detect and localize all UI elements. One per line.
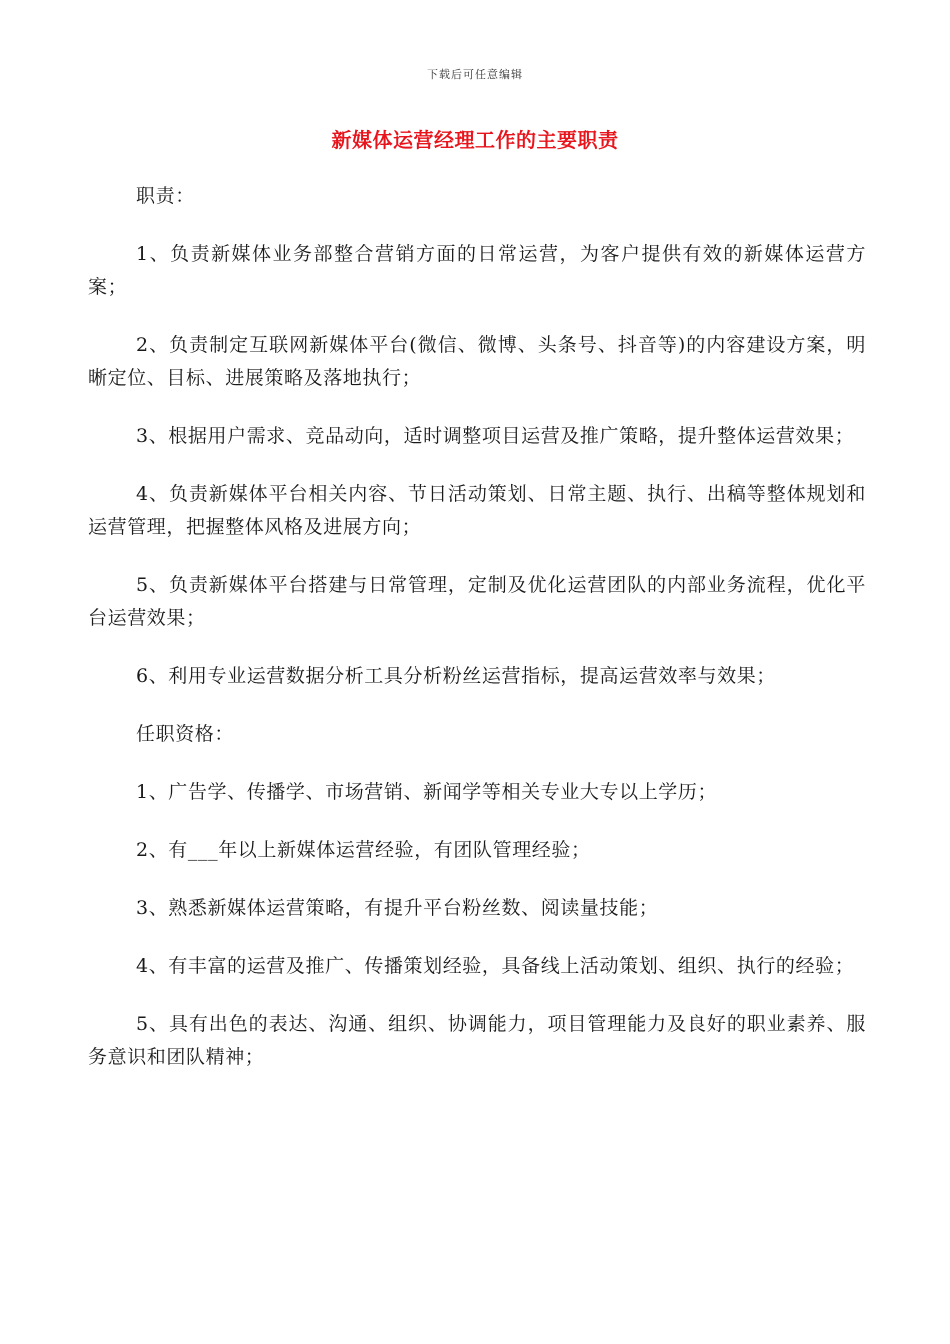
duty-item-2: 2、负责制定互联网新媒体平台(微信、微博、头条号、抖音等)的内容建设方案，明晰定位、目标、进展策略及落地执行； <box>88 334 866 389</box>
qualification-item-1: 1、广告学、传播学、市场营销、新闻学等相关专业大专以上学历； <box>136 781 718 803</box>
qualification-item-3: 3、熟悉新媒体运营策略，有提升平台粉丝数、阅读量技能； <box>136 897 659 919</box>
document-title: 新媒体运营经理工作的主要职责 <box>331 128 619 152</box>
document-body <box>88 180 866 1099</box>
duty-item-5: 5、负责新媒体平台搭建与日常管理，定制及优化运营团队的内部业务流程，优化平台运营效果； <box>88 574 866 629</box>
duty-item-4: 4、负责新媒体平台相关内容、节日活动策划、日常主题、执行、出稿等整体规划和运营管理，把握整体风格及进展方向； <box>88 483 866 538</box>
duty-item-3: 3、根据用户需求、竞品动向，适时调整项目运营及推广策略，提升整体运营效果； <box>136 425 855 447</box>
qualification-item-5: 5、具有出色的表达、沟通、组织、协调能力，项目管理能力及良好的职业素养、服务意识和团队精神； <box>88 1013 866 1068</box>
duties-heading: 职责： <box>136 185 195 207</box>
duty-item-1: 1、负责新媒体业务部整合营销方面的日常运营，为客户提供有效的新媒体运营方案； <box>88 243 866 298</box>
qualification-item-4: 4、有丰富的运营及推广、传播策划经验，具备线上活动策划、组织、执行的经验； <box>136 955 855 977</box>
header-note: 下载后可任意编辑 <box>427 68 523 81</box>
qualification-item-2: 2、有___年以上新媒体运营经验，有团队管理经验； <box>136 839 591 861</box>
qualifications-heading: 任职资格： <box>136 723 235 745</box>
duty-item-6: 6、利用专业运营数据分析工具分析粉丝运营指标，提高运营效率与效果； <box>136 665 776 687</box>
